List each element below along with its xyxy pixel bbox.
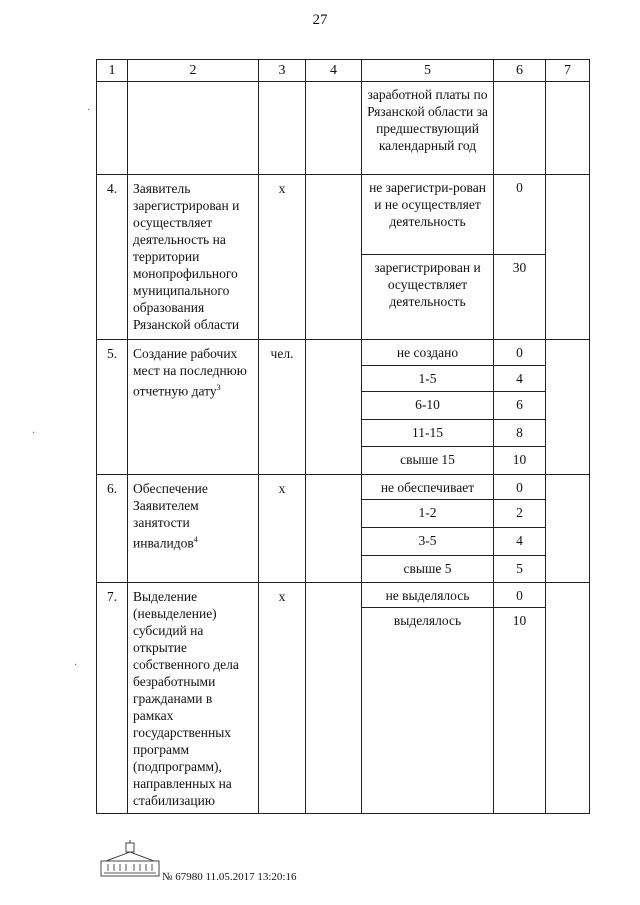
points-value: 30: [512, 260, 527, 275]
num-cell: 4.: [97, 175, 128, 340]
points-value: 10: [512, 613, 527, 629]
option-label: 6-10: [415, 397, 440, 412]
option-label: 3-5: [418, 533, 437, 548]
option-cell: [362, 420, 494, 447]
header-cell: 4: [306, 60, 362, 82]
criterion-cell: [128, 475, 259, 583]
option-cell: [362, 447, 494, 475]
points-value: 6: [516, 397, 523, 412]
table-row: [97, 175, 590, 255]
num-cell: [97, 82, 128, 175]
points-cell: [494, 447, 546, 475]
points-cell: [494, 556, 546, 583]
points-cell: [494, 500, 546, 528]
col4-cell: [306, 82, 362, 175]
points-cell: [494, 340, 546, 366]
points-cell: [494, 420, 546, 447]
option-label: не зарегистри-рован и не осуществляет деятельность: [369, 180, 486, 229]
points-cell: [494, 608, 546, 814]
option-cell: [362, 475, 494, 500]
points-value: 4: [516, 533, 523, 548]
unit-cell: х: [259, 175, 306, 340]
points-value: 0: [516, 480, 523, 495]
option-label: зарегистрирован и осуществляет деятельность: [374, 260, 481, 309]
col7-cell: [546, 82, 590, 175]
option-label: 1-5: [418, 371, 437, 386]
col7-cell: [546, 583, 590, 814]
page-number: 27: [312, 12, 328, 28]
option-cell: [362, 82, 494, 175]
unit-cell: х: [259, 475, 306, 583]
unit-cell: чел.: [259, 340, 306, 475]
option-cell: [362, 583, 494, 608]
option-label: 1-2: [418, 505, 437, 520]
option-label: свыше 5: [403, 561, 452, 576]
option-cell: [362, 392, 494, 420]
scan-dot: ·: [87, 105, 91, 116]
points-cell: [494, 583, 546, 608]
points-value: 5: [516, 561, 523, 576]
scan-dot: ·: [32, 428, 36, 439]
criteria-table: [96, 59, 590, 814]
header-cell: 2: [128, 60, 259, 82]
option-label: не создано: [396, 345, 459, 360]
unit-cell: [259, 82, 306, 175]
points-value: 8: [516, 425, 523, 440]
government-stamp-icon: [100, 840, 162, 878]
col7-cell: [546, 475, 590, 583]
option-label: свыше 15: [400, 452, 455, 467]
option-cell: [362, 556, 494, 583]
points-cell: [494, 392, 546, 420]
option-cell: [362, 608, 494, 814]
option-label: не выделялось: [385, 588, 470, 603]
points-cell: [494, 366, 546, 392]
points-value: 10: [512, 452, 527, 467]
table-row: [97, 340, 590, 366]
col7-cell: [546, 340, 590, 475]
option-cell: [362, 255, 494, 340]
criterion-cell: Выделение (невыделение) субсидий на открытие собственного дела безработными гражданами в рамках государственных программ (подпрограмм), направленных на стабилизацию: [128, 583, 259, 814]
criterion-text: Обеспечение Заявителем занятости инвалидов: [133, 481, 208, 551]
points-cell: [494, 255, 546, 340]
col7-cell: [546, 175, 590, 340]
option-cell: [362, 340, 494, 366]
unit-cell: х: [259, 583, 306, 814]
option-label: выделялось: [393, 613, 462, 629]
points-value: 0: [516, 180, 523, 195]
header-cell: 7: [546, 60, 590, 82]
points-cell: [494, 475, 546, 500]
num-cell: 6.: [97, 475, 128, 583]
points-cell: [494, 528, 546, 556]
scan-dot: ·: [74, 660, 78, 671]
criterion-cell: [128, 82, 259, 175]
header-cell: 5: [362, 60, 494, 82]
option-cell: [362, 528, 494, 556]
table-row: [97, 583, 590, 608]
num-cell: 7.: [97, 583, 128, 814]
header-cell: 3: [259, 60, 306, 82]
points-value: 0: [516, 588, 523, 603]
table-row: [97, 475, 590, 500]
option-label: заработной платы по Рязанской области за предшествующий календарный год: [367, 87, 488, 153]
footnote-ref: 4: [193, 535, 198, 544]
criterion-text: Создание рабочих мест на последнюю отчетную дату: [133, 346, 247, 399]
header-cell: 6: [494, 60, 546, 82]
option-cell: [362, 500, 494, 528]
header-cell: 1: [97, 60, 128, 82]
points-value: 0: [516, 345, 523, 360]
col4-cell: [306, 583, 362, 814]
points-cell: [494, 82, 546, 175]
table-row: [97, 82, 590, 175]
points-cell: [494, 175, 546, 255]
document-code: № 67980 11.05.2017 13:20:16: [162, 871, 297, 883]
points-value: 2: [516, 505, 523, 520]
points-value: 4: [516, 371, 523, 386]
header-row: [97, 60, 590, 82]
option-cell: [362, 366, 494, 392]
col4-cell: [306, 475, 362, 583]
col4-cell: [306, 340, 362, 475]
option-label: не обеспечивает: [380, 480, 475, 495]
criterion-cell: Заявитель зарегистрирован и осуществляет деятельность на территории монопрофильного муниципального образования Рязанской области: [128, 175, 259, 340]
option-label: 11-15: [412, 425, 443, 440]
col4-cell: [306, 175, 362, 340]
criterion-cell: [128, 340, 259, 475]
footnote-ref: 3: [216, 383, 221, 392]
option-cell: [362, 175, 494, 255]
num-cell: 5.: [97, 340, 128, 475]
